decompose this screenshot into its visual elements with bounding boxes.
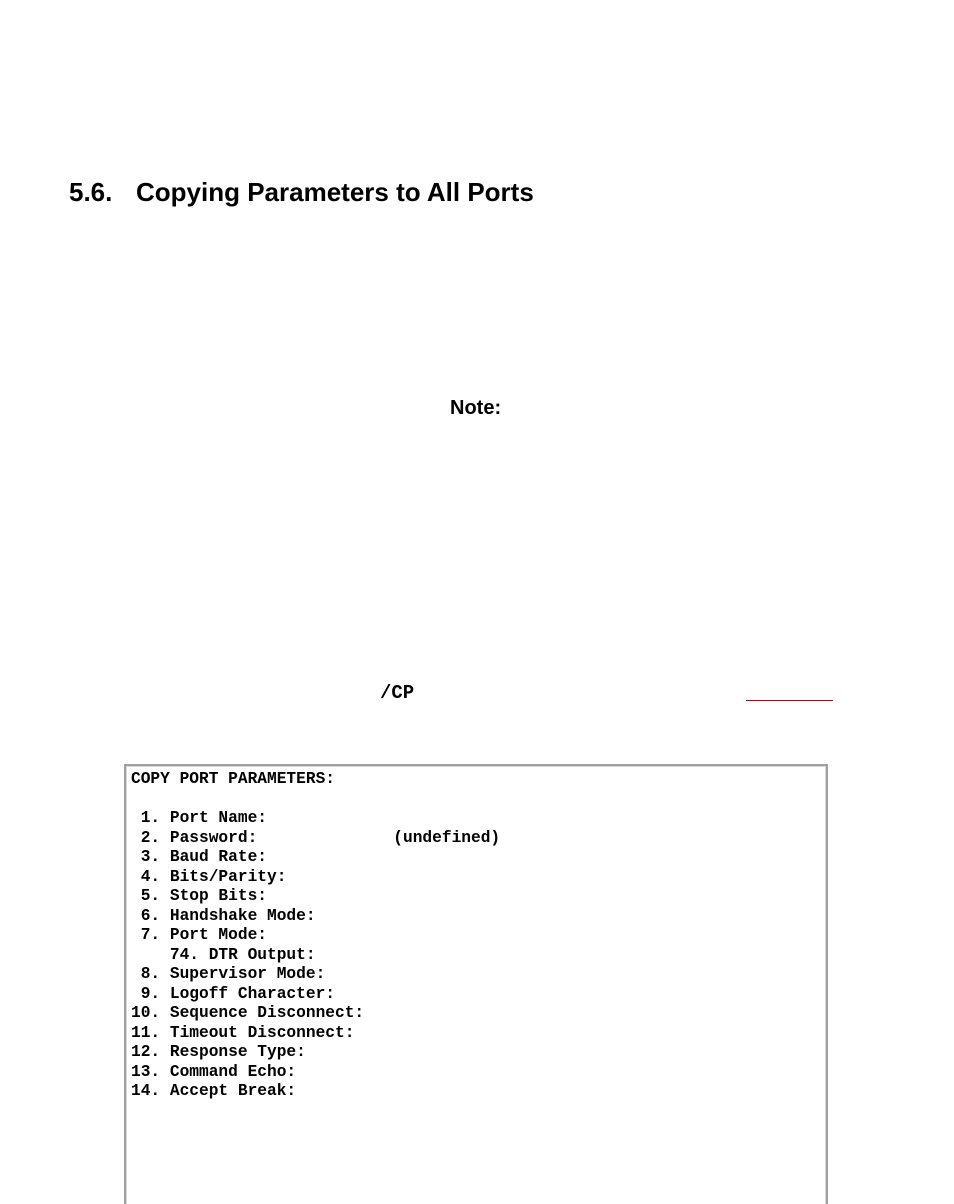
terminal-title: COPY PORT PARAMETERS: bbox=[131, 770, 335, 788]
section-title: Copying Parameters to All Ports bbox=[136, 177, 534, 207]
menu-item-baud-rate: 3. Baud Rate: bbox=[131, 848, 267, 866]
menu-item-supervisor-mode: 8. Supervisor Mode: bbox=[131, 965, 326, 983]
menu-item-password: 2. Password: (undefined) bbox=[131, 828, 501, 847]
menu-item-bits-parity: 4. Bits/Parity: bbox=[131, 867, 287, 886]
menu-item-accept-break: 14. Accept Break: bbox=[131, 1082, 297, 1100]
menu-item-dtr-output: 74. DTR Output: bbox=[131, 945, 316, 964]
menu-item-sequence-disconnect: 10. Sequence Disconnect: bbox=[131, 1004, 365, 1022]
terminal-text bbox=[131, 770, 500, 1102]
terminal-screen bbox=[124, 764, 828, 1204]
menu-item-stop-bits: 5. Stop Bits: bbox=[131, 887, 267, 905]
command-code: /CP bbox=[380, 682, 415, 704]
menu-item-command-echo: 13. Command Echo: bbox=[131, 1062, 297, 1081]
menu-item-port-name: 1. Port Name: bbox=[131, 809, 267, 827]
menu-item-handshake-mode: 6. Handshake Mode: bbox=[131, 906, 316, 925]
menu-item-port-mode: 7. Port Mode: bbox=[131, 926, 267, 944]
menu-item-response-type: 12. Response Type: bbox=[131, 1043, 306, 1061]
note-label: Note: bbox=[450, 397, 502, 419]
terminal-blank-line bbox=[131, 790, 500, 810]
section-heading bbox=[69, 176, 534, 208]
menu-item-logoff-character: 9. Logoff Character: bbox=[131, 984, 335, 1003]
section-number: 5.6. bbox=[69, 177, 113, 207]
menu-item-timeout-disconnect: 11. Timeout Disconnect: bbox=[131, 1023, 355, 1042]
cross-reference-link[interactable] bbox=[746, 700, 833, 701]
